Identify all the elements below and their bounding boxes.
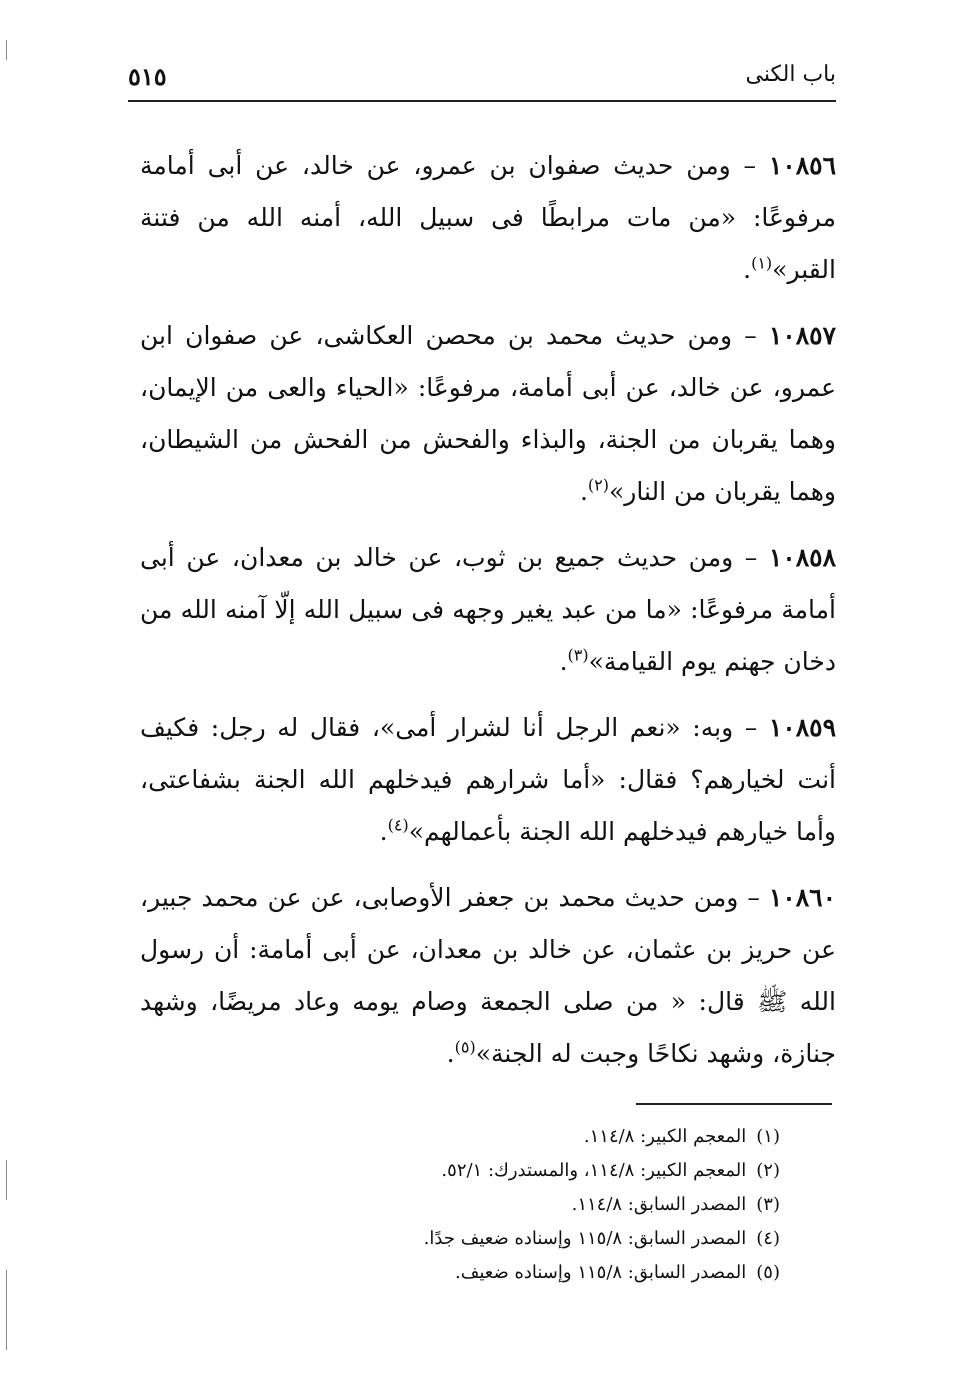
footnote-ref: (١) (751, 253, 773, 273)
footnote-number: (٢) (756, 1160, 780, 1181)
footnote-ref: (٤) (387, 815, 409, 835)
footnote (220, 1188, 780, 1222)
entry-tail: . (743, 255, 752, 284)
footnote-ref: (٥) (454, 1037, 476, 1057)
entry-number: ١٠٨٥٨ (768, 543, 836, 572)
footnote (220, 1222, 780, 1256)
scan-margin-mark (6, 1270, 7, 1350)
hadith-entry (140, 310, 836, 518)
hadith-entry (140, 532, 836, 688)
entry-text: – ومن حديث صفوان بن عمرو، عن خالد، عن أبى أمامة مرفوعًا: «من مات مرابطًا فى سبيل الله، أمنه الله من فتنة القبر» (140, 151, 836, 284)
footnote (220, 1256, 780, 1290)
entry-tail: . (379, 817, 388, 846)
hadith-entry (140, 140, 836, 296)
scan-margin-mark (6, 40, 7, 60)
footnote-text: المصدر السابق: ١١٥/٨ وإسناده ضعيف جدًا. (423, 1228, 747, 1249)
entry-number: ١٠٨٦٠ (768, 883, 836, 912)
footnote-text: المعجم الكبير: ١١٤/٨. (583, 1126, 747, 1147)
footnote (220, 1120, 780, 1154)
header-rule (128, 100, 836, 102)
footnote-number: (٥) (756, 1262, 780, 1283)
entry-text: – وبه: «نعم الرجل أنا لشرار أمى»، فقال له رجل: فكيف أنت لخيارهم؟ فقال: «أما شرارهم فيدخلهم الله الجنة بشفاعتى، وأما خيارهم فيدخلهم الله الجنة بأعمالهم» (140, 713, 836, 846)
entry-text: – ومن حديث محمد بن جعفر الأوصابى، عن عن محمد جبير، عن حريز بن عثمان، عن خالد بن معدان، عن أبى أمامة: أن رسول الله ﷺ قال: « من صلى الجمعة وصام يومه وعاد مريضًا، وشهد جنازة، وشهد نكاحًا وجبت له الجنة» (140, 883, 836, 1068)
page-header (128, 50, 836, 98)
footnote (220, 1154, 780, 1188)
scan-margin-mark (6, 1160, 7, 1200)
hadith-entry (140, 872, 836, 1080)
footnote-number: (٤) (756, 1228, 780, 1249)
entry-tail: . (579, 477, 588, 506)
footnote-number: (١) (756, 1126, 780, 1147)
footnote-text: المصدر السابق: ١١٤/٨. (571, 1194, 747, 1215)
footnote-number: (٣) (756, 1194, 780, 1215)
footnote-rule (636, 1103, 832, 1105)
entry-number: ١٠٨٥٩ (768, 713, 836, 742)
hadith-entry (140, 702, 836, 858)
page-number: ٥١٥ (128, 62, 167, 91)
footnotes (220, 1120, 780, 1290)
footnote-ref: (٣) (567, 645, 589, 665)
footnote-text: المعجم الكبير: ١١٤/٨، والمستدرك: ٥٢/١. (441, 1160, 747, 1181)
footnote-ref: (٢) (587, 475, 609, 495)
main-text (140, 140, 836, 1094)
entry-number: ١٠٨٥٦ (768, 151, 836, 180)
footnote-text: المصدر السابق: ١١٥/٨ وإسناده ضعيف. (454, 1262, 747, 1283)
entry-text: – ومن حديث محمد بن محصن العكاشى، عن صفوان ابن عمرو، عن خالد، عن أبى أمامة، مرفوعًا: «الحياء والعى من الإيمان، وهما يقربان من الجنة، والبذاء والفحش من الفحش من الشيطان، وهما يقربان من النار» (140, 321, 836, 506)
entry-tail: . (559, 647, 568, 676)
entry-tail: . (446, 1039, 455, 1068)
entry-number: ١٠٨٥٧ (768, 321, 836, 350)
entry-text: – ومن حديث جميع بن ثوب، عن خالد بن معدان، عن أبى أمامة مرفوعًا: «ما من عبد يغير وجهه فى سبيل الله إلّا آمنه الله من دخان جهنم يوم القيامة» (140, 543, 836, 676)
running-title: باب الكنى (745, 62, 836, 87)
